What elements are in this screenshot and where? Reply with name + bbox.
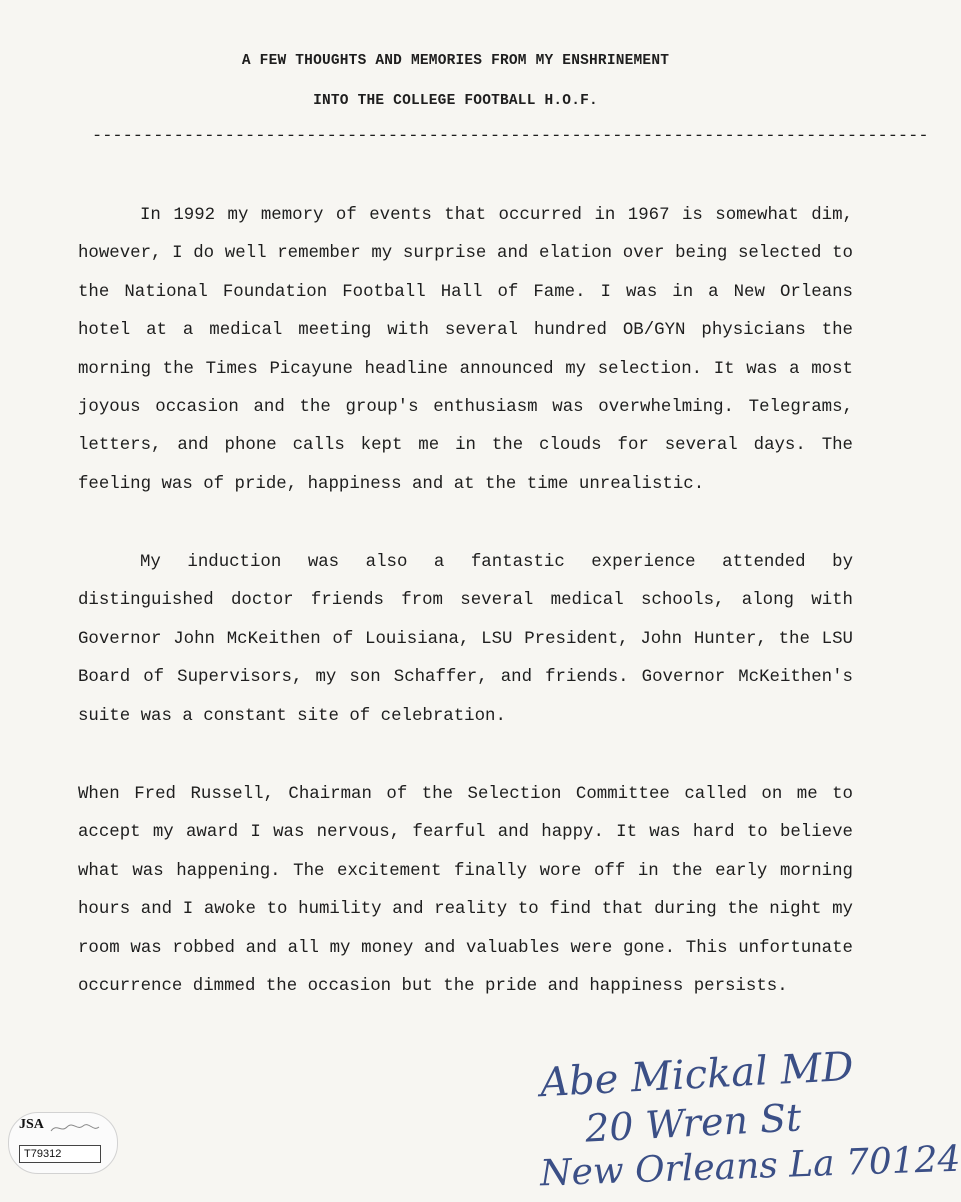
signature-name: Abe Mickal MD bbox=[539, 1043, 855, 1107]
certificate-number: T79312 bbox=[19, 1145, 101, 1163]
body-paragraph-3 bbox=[78, 776, 853, 1006]
signature-street: 20 Wren St bbox=[583, 1095, 803, 1151]
signature-city: New Orleans La 70124 bbox=[539, 1138, 961, 1195]
body-paragraph-1 bbox=[78, 197, 853, 504]
paragraph-text: In 1992 my memory of events that occurred in 1967 is somewhat dim, however, I do well remember my surprise and elation over being selected to the National Foundation Football Hall of Fame. I was in a New Orleans hotel at a medical meeting with several hundred OB/GYN physicians the morning the Times Picayune headline announced my selection. It was a most joyous occasion and the group's enthusiasm was overwhelming. Telegrams, letters, and phone calls kept me in the clouds for several days. The feeling was of pride, happiness and at the time unrealistic. bbox=[78, 206, 853, 494]
document-title-line-1: A FEW THOUGHTS AND MEMORIES FROM MY ENSHRINEMENT bbox=[241, 53, 670, 69]
body-paragraph-2 bbox=[78, 544, 853, 736]
jsa-authentication-sticker bbox=[8, 1112, 118, 1174]
authenticator-signature-icon bbox=[49, 1121, 101, 1135]
paragraph-text: When Fred Russell, Chairman of the Selection Committee called on me to accept my award I was nervous, fearful and happy. It was hard to believe what was happening. The excitement finally wore off in the early morning hours and I awoke to humility and reality to find that during the night my room was robbed and all my money and valuables were gone. This unfortunate occurrence dimmed the occasion but the pride and happiness persists. bbox=[78, 785, 853, 997]
document-title-line-2: INTO THE COLLEGE FOOTBALL H.O.F. bbox=[313, 93, 598, 109]
paragraph-text: My induction was also a fantastic experience attended by distinguished doctor friends from several medical schools, along with Governor John McKeithen of Louisiana, LSU President, John Hunter, the LSU Board of Supervisors, my son Schaffer, and friends. Governor McKeithen's suite was a constant site of celebration. bbox=[78, 553, 853, 726]
dashed-divider: ---------------------------------------------------------------------------------- bbox=[92, 127, 929, 146]
jsa-logo: JSA bbox=[19, 1117, 44, 1132]
